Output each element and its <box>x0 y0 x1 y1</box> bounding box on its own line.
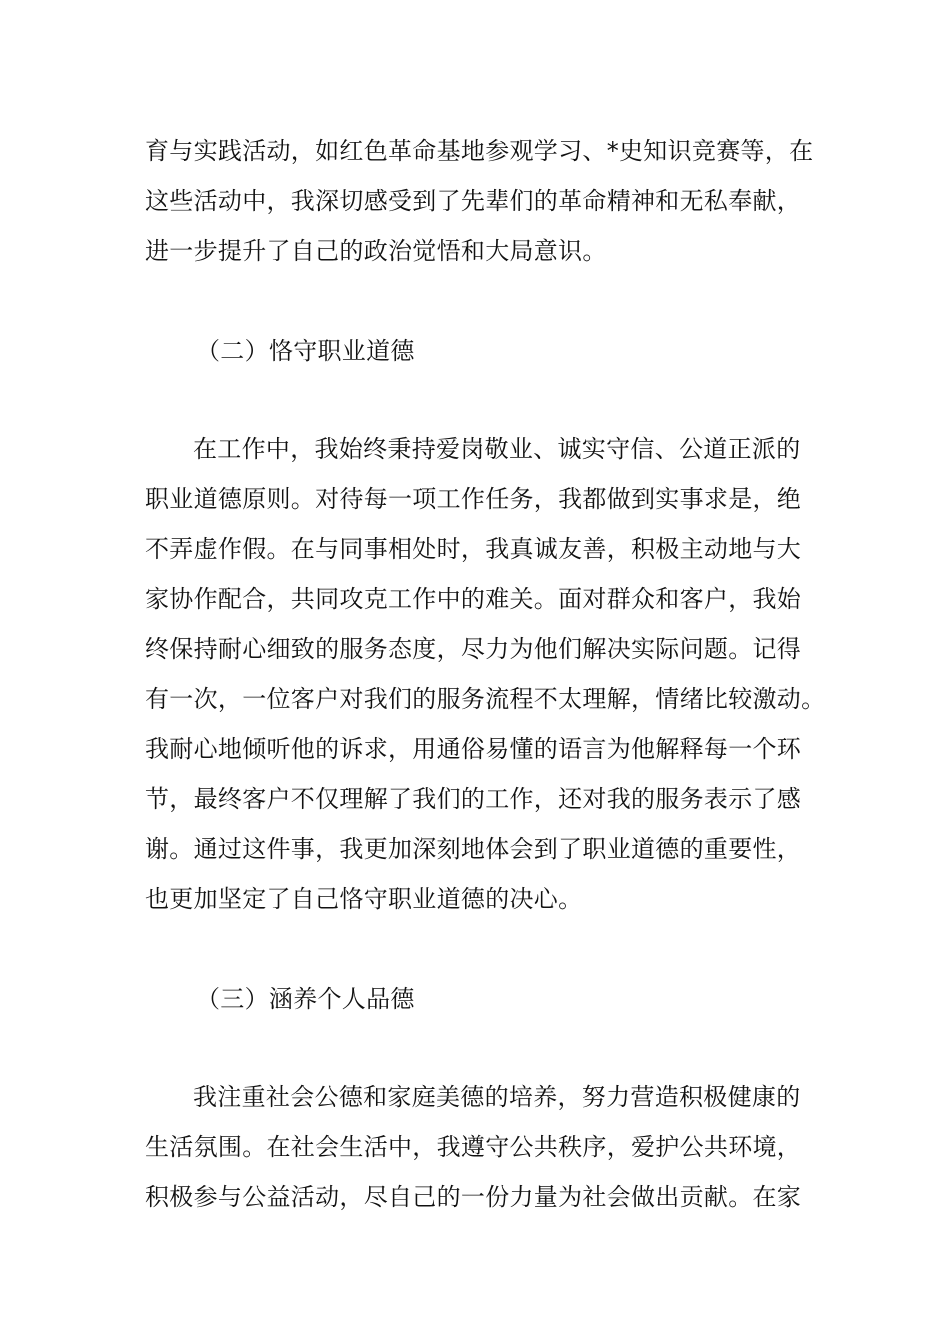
paragraph-1-line-1: 育与实践活动，如红色革命基地参观学习、*史知识竞赛等，在 <box>145 137 814 165</box>
section-heading-2: （二）恪守职业道德 <box>196 337 415 365</box>
paragraph-2-line-8: 节，最终客户不仅理解了我们的工作，还对我的服务表示了感 <box>145 785 802 813</box>
paragraph-1-line-2: 这些活动中，我深切感受到了先辈们的革命精神和无私奉献， <box>145 187 802 215</box>
paragraph-2-line-6: 有一次，一位客户对我们的服务流程不太理解，情绪比较激动。 <box>145 685 826 713</box>
paragraph-1-line-3: 进一步提升了自己的政治觉悟和大局意识。 <box>145 237 607 265</box>
section-heading-3: （三）涵养个人品德 <box>196 985 415 1013</box>
paragraph-3-line-3: 积极参与公益活动，尽自己的一份力量为社会做出贡献。在家 <box>145 1183 802 1211</box>
paragraph-3-line-2: 生活氛围。在社会生活中，我遵守公共秩序，爱护公共环境， <box>145 1133 802 1161</box>
paragraph-2-line-3: 不弄虚作假。在与同事相处时，我真诚友善，积极主动地与大 <box>145 535 802 563</box>
paragraph-2-line-1: 在工作中，我始终秉持爱岗敬业、诚实守信、公道正派的 <box>193 435 801 463</box>
paragraph-2-line-7: 我耐心地倾听他的诉求，用通俗易懂的语言为他解释每一个环 <box>145 735 802 763</box>
paragraph-2-line-2: 职业道德原则。对待每一项工作任务，我都做到实事求是，绝 <box>145 485 802 513</box>
paragraph-2-line-5: 终保持耐心细致的服务态度，尽力为他们解决实际问题。记得 <box>145 635 802 663</box>
paragraph-2-line-4: 家协作配合，共同攻克工作中的难关。面对群众和客户，我始 <box>145 585 802 613</box>
paragraph-2-line-9: 谢。通过这件事，我更加深刻地体会到了职业道德的重要性， <box>145 835 802 863</box>
paragraph-2-line-10: 也更加坚定了自己恪守职业道德的决心。 <box>145 885 583 913</box>
paragraph-3-line-1: 我注重社会公德和家庭美德的培养，努力营造积极健康的 <box>193 1083 801 1111</box>
